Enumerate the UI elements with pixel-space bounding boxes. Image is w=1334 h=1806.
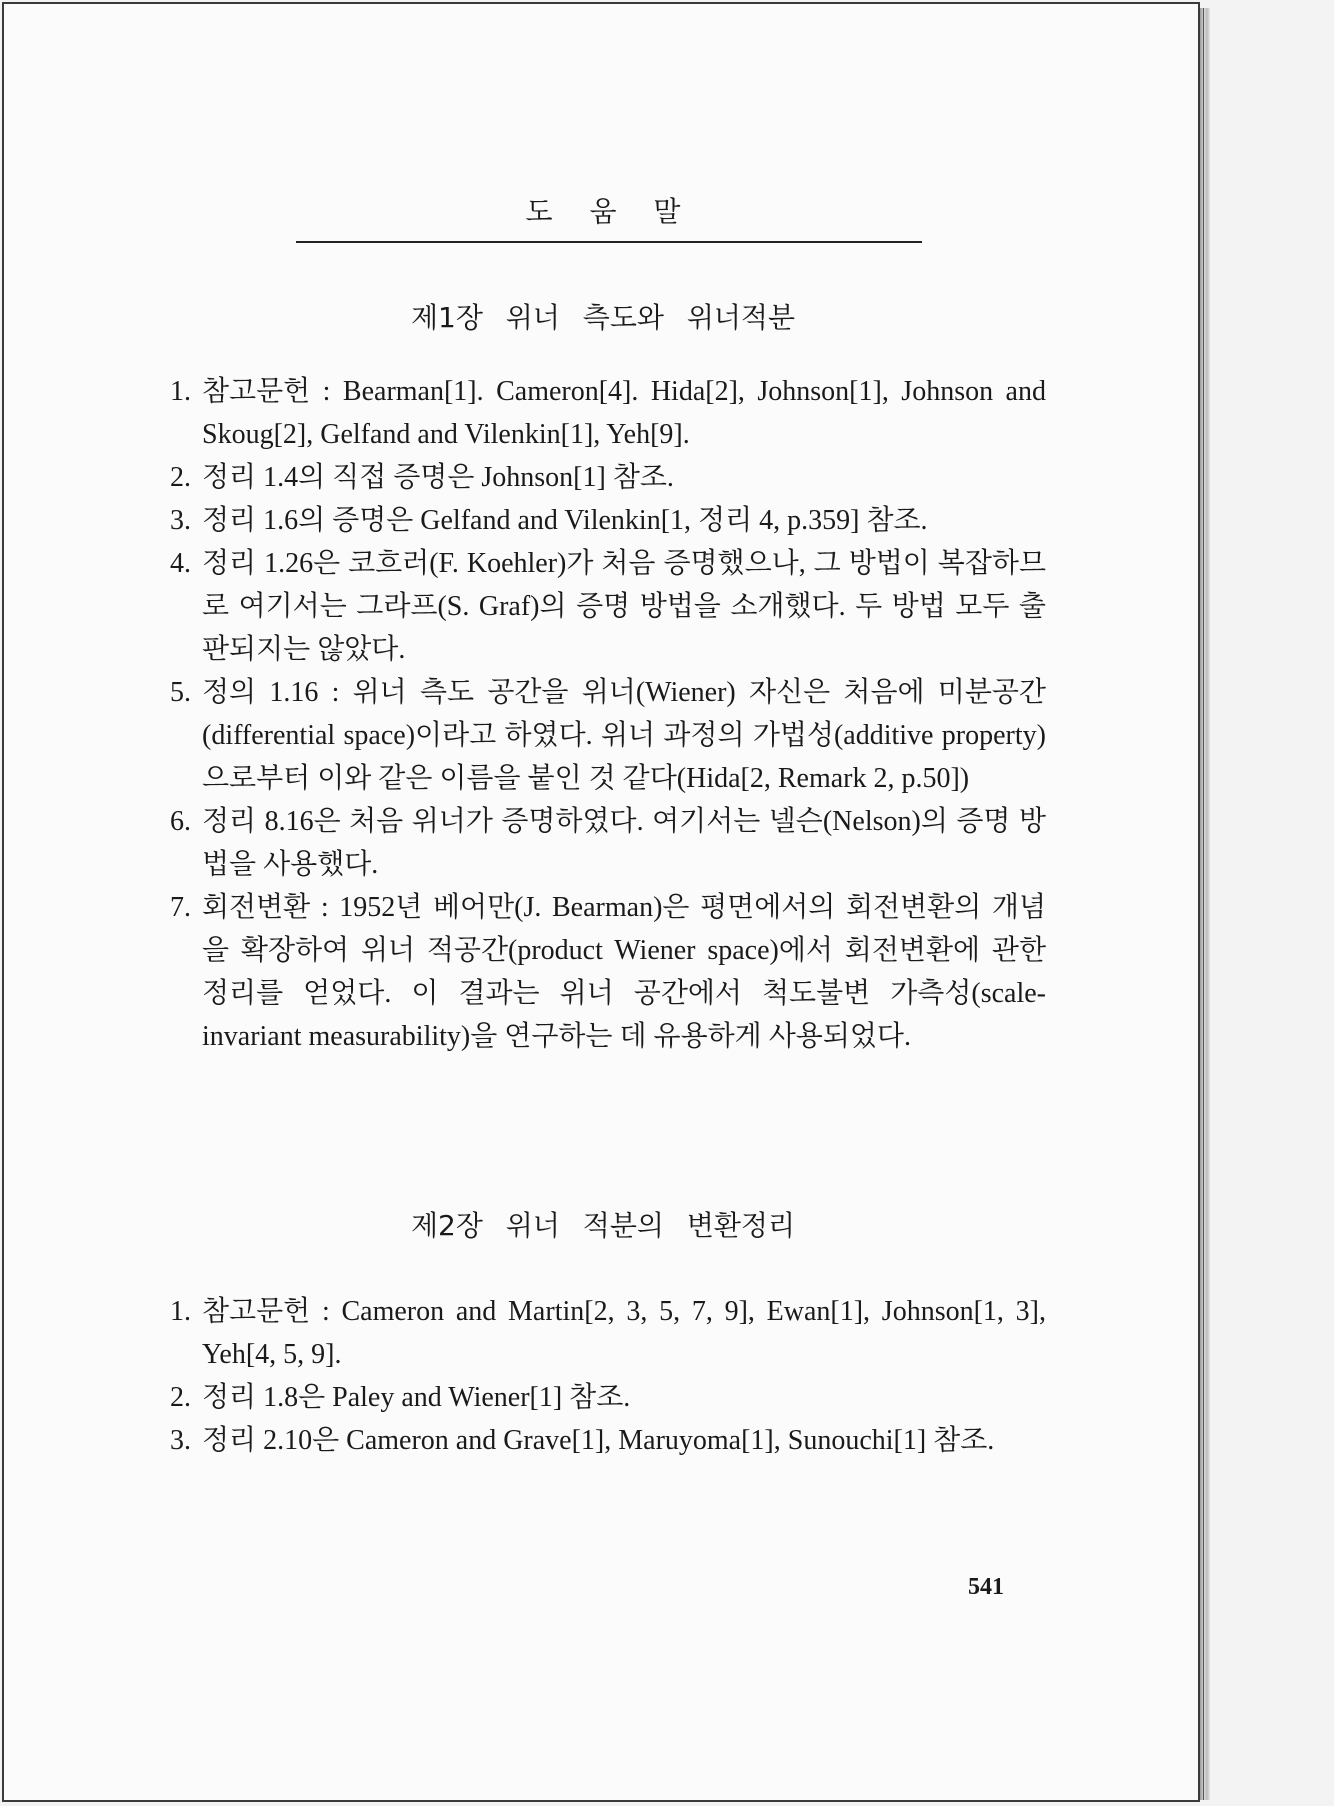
note-item bbox=[170, 1290, 1046, 1376]
note-number: 2. bbox=[170, 462, 191, 493]
page-number: 541 bbox=[968, 1574, 1004, 1600]
note-item bbox=[170, 370, 1046, 456]
note-item bbox=[170, 456, 1046, 499]
note-number: 2. bbox=[170, 1382, 191, 1413]
note-text: 정리 1.8은 Paley and Wiener[1] 참조. bbox=[202, 1382, 631, 1413]
note-item bbox=[170, 1376, 1046, 1419]
note-number: 4. bbox=[170, 548, 191, 579]
note-number: 7. bbox=[170, 892, 191, 923]
chapter-2-title: 제2장 위너 적분의 변환정리 bbox=[410, 1209, 796, 1242]
note-text: 정리 8.16은 처음 위너가 증명하였다. 여기서는 넬슨(Nelson)의 증명 방법을 사용했다. bbox=[202, 806, 1046, 880]
note-item bbox=[170, 886, 1046, 1058]
note-number: 1. bbox=[170, 1296, 191, 1327]
chapter-1-notes bbox=[170, 370, 1046, 1058]
page-edge bbox=[1200, 8, 1210, 1800]
note-text: 참고문헌 : Bearman[1]. Cameron[4]. Hida[2], Johnson[1], Johnson and Skoug[2], Gelfand and Vilenkin[1], Yeh[9]. bbox=[202, 376, 1046, 450]
note-text: 정리 1.6의 증명은 Gelfand and Vilenkin[1, 정리 4, p.359] 참조. bbox=[202, 505, 928, 536]
note-text: 정리 1.26은 코흐러(F. Koehler)가 처음 증명했으나, 그 방법이 복잡하므로 여기서는 그라프(S. Graf)의 증명 방법을 소개했다. 두 방법 모두 출판되지는 않았다. bbox=[202, 548, 1046, 665]
note-text: 회전변환 : 1952년 베어만(J. Bearman)은 평면에서의 회전변환의 개념을 확장하여 위너 적공간(product Wiener space)에서 회전변환에 관한 정리를 얻었다. 이 결과는 위너 공간에서 척도불변 가측성(scale-invariant measurability)을 연구하는 데 유용하게 사용되었다. bbox=[202, 892, 1046, 1052]
note-item bbox=[170, 542, 1046, 671]
note-number: 1. bbox=[170, 376, 191, 407]
note-text: 참고문헌 : Cameron and Martin[2, 3, 5, 7, 9], Ewan[1], Johnson[1, 3], Yeh[4, 5, 9]. bbox=[202, 1296, 1046, 1370]
note-number: 5. bbox=[170, 677, 191, 708]
note-item bbox=[170, 499, 1046, 542]
running-head: 도 움 말 bbox=[525, 195, 695, 228]
note-number: 3. bbox=[170, 505, 191, 536]
header-rule bbox=[296, 241, 922, 243]
note-text: 정리 2.10은 Cameron and Grave[1], Maruyoma[1], Sunouchi[1] 참조. bbox=[202, 1425, 995, 1456]
page-edge-line bbox=[1203, 8, 1204, 1800]
book-page bbox=[2, 2, 1200, 1802]
note-text: 정리 1.4의 직접 증명은 Johnson[1] 참조. bbox=[202, 462, 674, 493]
note-number: 6. bbox=[170, 806, 191, 837]
note-text: 정의 1.16 : 위너 측도 공간을 위너(Wiener) 자신은 처음에 미분공간(differential space)이라고 하였다. 위너 과정의 가법성(additive property)으로부터 이와 같은 이름을 붙인 것 같다(Hida[2, Remark 2, p.50]) bbox=[202, 677, 1046, 794]
chapter-1-title: 제1장 위너 측도와 위너적분 bbox=[410, 301, 796, 334]
note-item bbox=[170, 671, 1046, 800]
note-item bbox=[170, 1419, 1046, 1462]
note-number: 3. bbox=[170, 1425, 191, 1456]
note-item bbox=[170, 800, 1046, 886]
chapter-2-notes bbox=[170, 1290, 1046, 1462]
